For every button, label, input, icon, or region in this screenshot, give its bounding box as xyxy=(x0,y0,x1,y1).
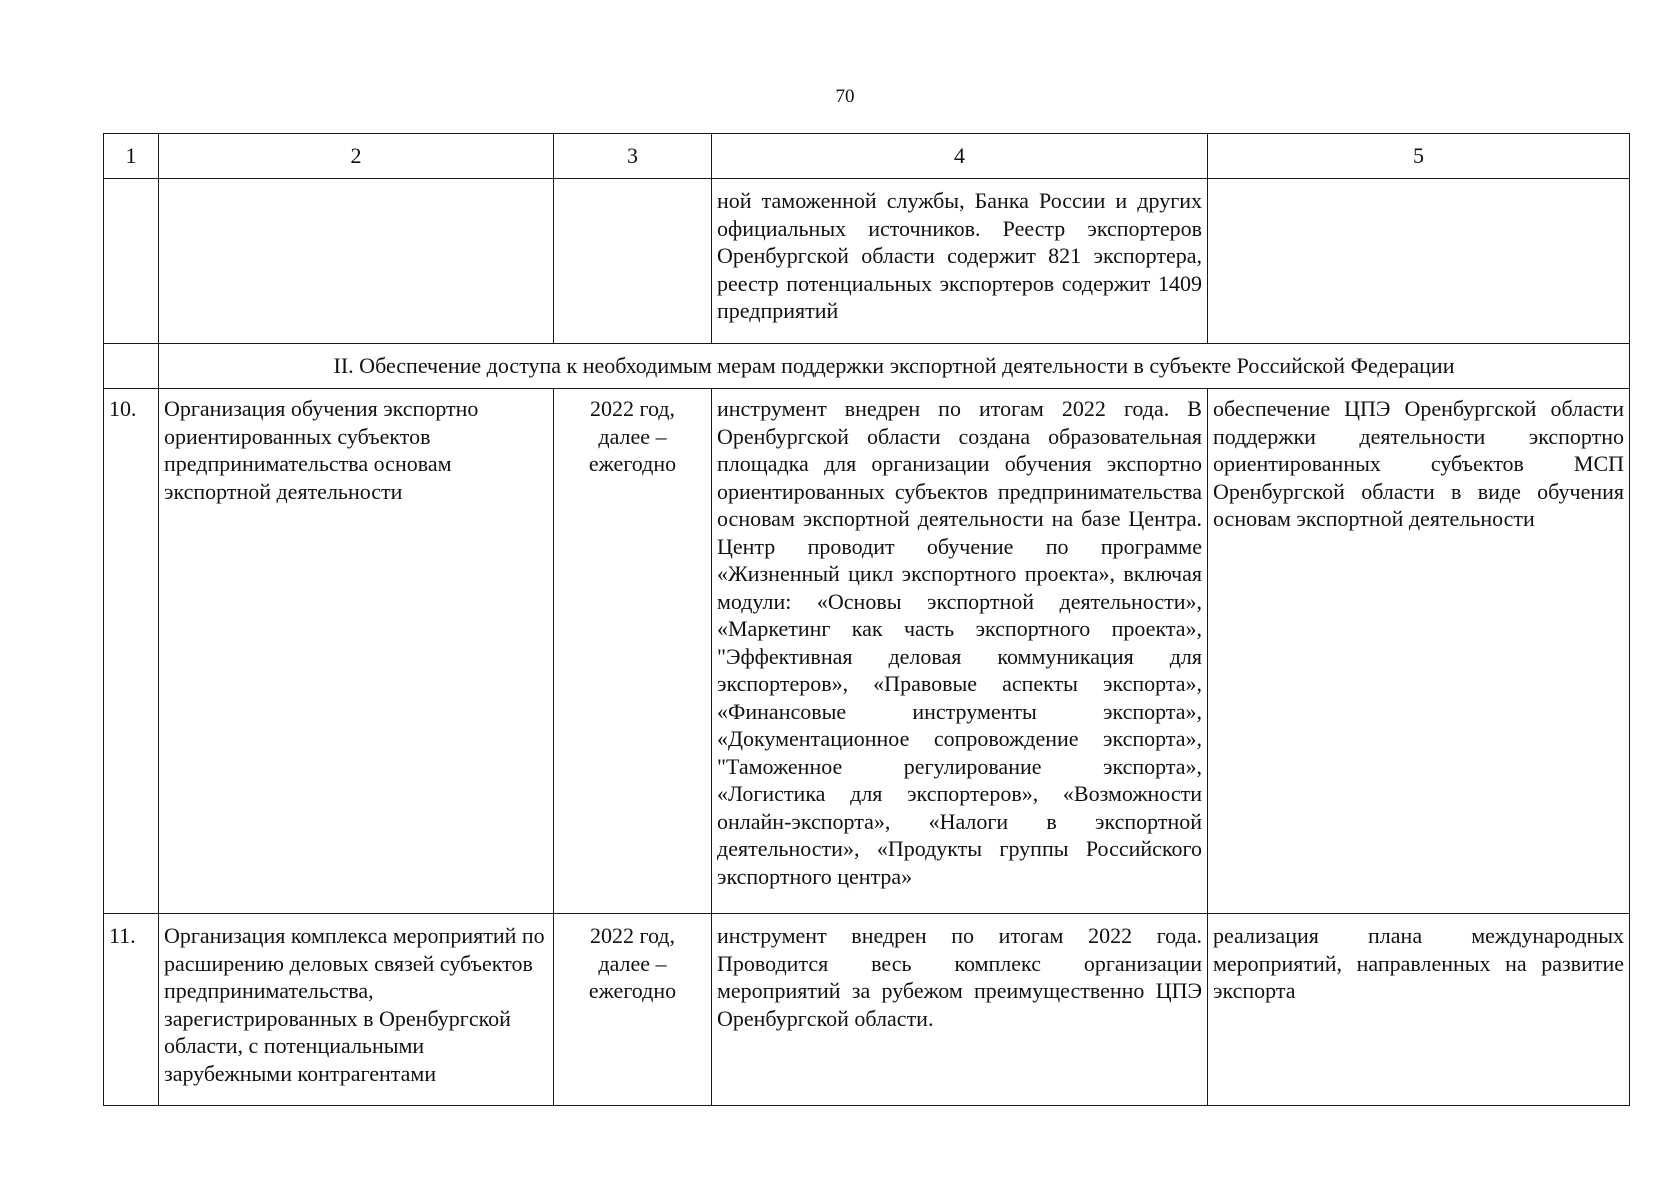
continuation-row xyxy=(104,179,1630,344)
result-cell: реализация плана международных мероприятий, направленных на развитие экспорта xyxy=(1208,914,1630,1106)
row-number: 10. xyxy=(104,389,159,914)
cell-empty xyxy=(104,179,159,344)
result-cell: обеспечение ЦПЭ Оренбургской области поддержки деятельности экспортно ориентированных субъектов МСП Оренбургской области в виде обучения основам экспортной деятельности xyxy=(1208,389,1630,914)
cell-empty xyxy=(104,344,159,389)
deadline-line: ежегодно xyxy=(588,451,677,476)
deadline-cell xyxy=(554,914,712,1106)
column-header-3: 3 xyxy=(554,134,712,179)
column-number-row xyxy=(104,134,1630,179)
deadline-line: 2022 год, xyxy=(589,396,676,421)
continuation-status-cell: ной таможенной службы, Банка России и других официальных источников. Реестр экспортеров Оренбургской области содержит 821 экспортера, реестр потенциальных экспортеров содержит 1409 предприятий xyxy=(712,179,1208,344)
status-cell: инструмент внедрен по итогам 2022 года. В Оренбургской области создана образовательная площадка для организации обучения экспортно ориентированных субъектов предпринимательства основам экспортной деятельности на базе Центра. Центр проводит обучение по программе «Жизненный цикл экспортного проекта», включая модули: «Основы экспортной деятельности», «Маркетинг как часть экспортного проекта», "Эффективная деловая коммуникация для экспортеров», «Правовые аспекты экспорта», «Финансовые инструменты экспорта», «Документационное сопровождение экспорта», "Таможенное регулирование экспорта», «Логистика для экспортеров», «Возможности онлайн-экспорта», «Налоги в экспортной деятельности», «Продукты группы Российского экспортного центра» xyxy=(712,389,1208,914)
column-header-5: 5 xyxy=(1208,134,1630,179)
measure-name: Организация комплекса мероприятий по расширению деловых связей субъектов предпринимательства, зарегистрированных в Оренбургской области, с потенциальными зарубежными контрагентами xyxy=(159,914,554,1106)
section-row xyxy=(104,344,1630,389)
cell-empty xyxy=(554,179,712,344)
measure-name: Организация обучения экспортно ориентированных субъектов предпринимательства основам экспортной деятельности xyxy=(159,389,554,914)
deadline-cell xyxy=(554,389,712,914)
page-number: 70 xyxy=(835,86,855,107)
table-row xyxy=(104,389,1630,914)
deadline-line: ежегодно xyxy=(588,978,677,1003)
measures-table xyxy=(103,133,1630,1106)
column-header-2: 2 xyxy=(159,134,554,179)
table-row xyxy=(104,914,1630,1106)
cell-empty xyxy=(1208,179,1630,344)
column-header-4: 4 xyxy=(712,134,1208,179)
section-title: II. Обеспечение доступа к необходимым мерам поддержки экспортной деятельности в субъекте Российской Федерации xyxy=(159,344,1630,389)
deadline-line: далее – xyxy=(598,423,667,449)
column-header-1: 1 xyxy=(104,134,159,179)
deadline-line: 2022 год, xyxy=(589,923,676,948)
deadline-line: далее – xyxy=(598,950,667,976)
cell-empty xyxy=(159,179,554,344)
row-number: 11. xyxy=(104,914,159,1106)
status-cell: инструмент внедрен по итогам 2022 года. Проводится весь комплекс организации мероприятий за рубежом преимущественно ЦПЭ Оренбургской области. xyxy=(712,914,1208,1106)
